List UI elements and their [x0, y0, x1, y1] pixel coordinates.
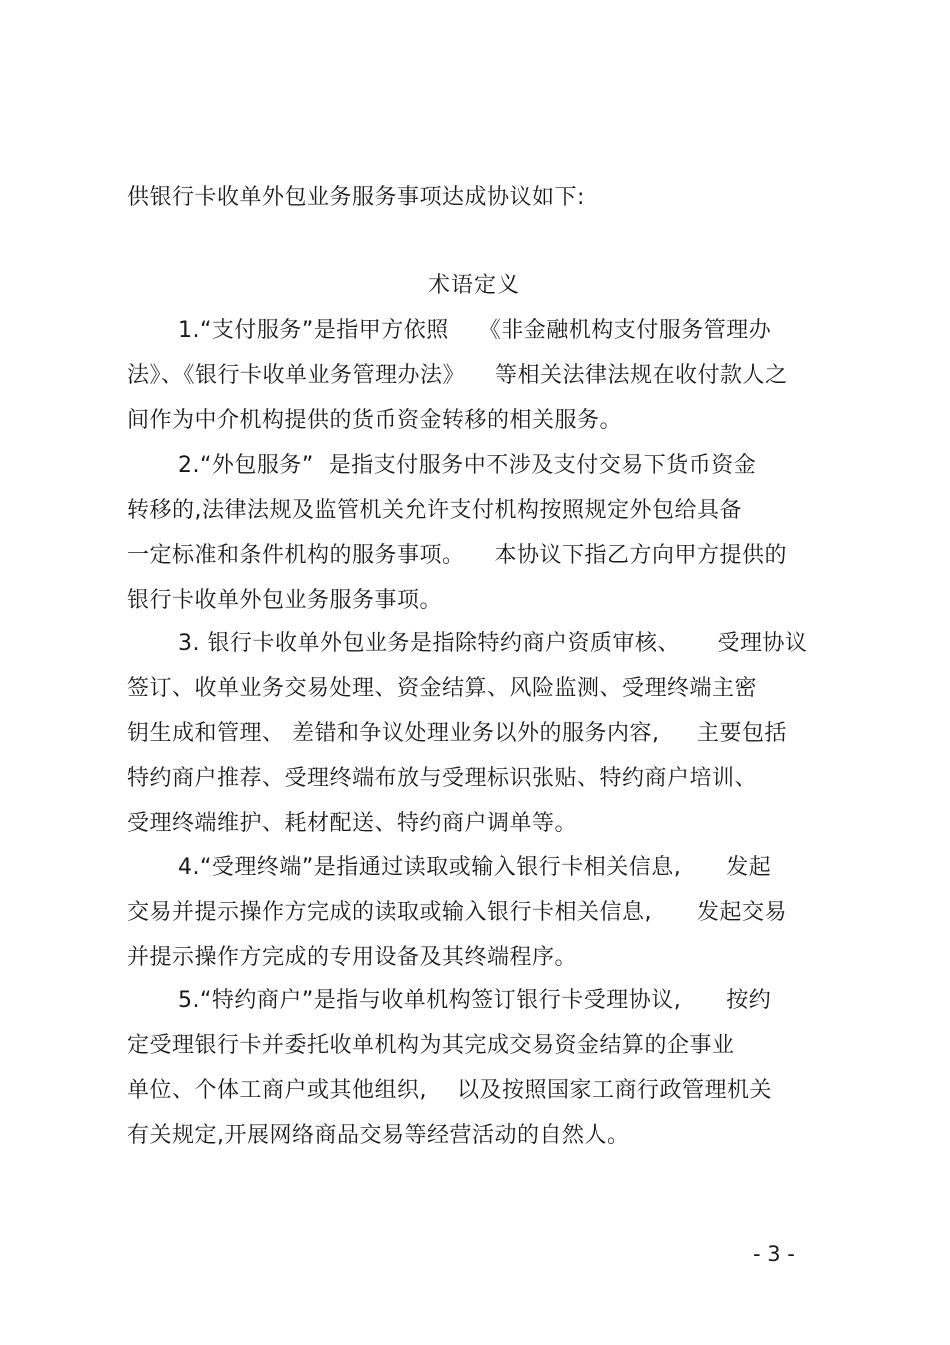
paragraph-2-line-1: 2.“外包服务” 是指支付服务中不涉及支付交易下货币资金	[178, 453, 757, 478]
page-number: - 3 -	[753, 1242, 795, 1266]
paragraph-3-line-1: 3. 银行卡收单外包业务是指除特约商户资质审核、 受理协议	[178, 631, 808, 656]
section-title: 术语定义	[428, 273, 521, 298]
paragraph-1-line-3: 间作为中介机构提供的货币资金转移的相关服务。	[127, 408, 623, 433]
paragraph-4-line-2: 交易并提示操作方完成的读取或输入银行卡相关信息, 发起交易	[127, 900, 787, 925]
paragraph-5-line-3: 单位、个体工商户或其他组织, 以及按照国家工商行政管理机关	[127, 1078, 772, 1103]
intro-line: 供银行卡收单外包业务服务事项达成协议如下:	[127, 185, 585, 210]
paragraph-3-line-4: 特约商户推荐、受理终端布放与受理标识张贴、特约商户培训、	[127, 766, 758, 791]
paragraph-3-line-3: 钥生成和管理、 差错和争议处理业务以外的服务内容, 主要包括	[127, 721, 787, 746]
paragraph-5-line-4: 有关规定,开展网络商品交易等经营活动的自然人。	[127, 1123, 630, 1148]
paragraph-5-line-2: 定受理银行卡并委托收单机构为其完成交易资金结算的企事业	[127, 1033, 735, 1058]
paragraph-2-line-4: 银行卡收单外包业务服务事项。	[127, 588, 443, 613]
paragraph-5-line-1: 5.“特约商户”是指与收单机构签订银行卡受理协议, 按约	[178, 988, 772, 1013]
paragraph-3-line-2: 签订、收单业务交易处理、资金结算、风险监测、受理终端主密	[127, 676, 758, 701]
paragraph-4-line-1: 4.“受理终端”是指通过读取或输入银行卡相关信息, 发起	[178, 855, 772, 880]
paragraph-4-line-3: 并提示操作方完成的专用设备及其终端程序。	[127, 945, 578, 970]
paragraph-2-line-3: 一定标准和条件机构的服务事项。 本协议下指乙方向甲方提供的	[127, 543, 787, 568]
paragraph-3-line-5: 受理终端维护、耗材配送、特约商户调单等。	[127, 811, 578, 836]
paragraph-1-line-2: 法》、《银行卡收单业务管理办法》 等相关法律法规在收付款人之	[127, 363, 788, 388]
paragraph-1-line-1: 1.“支付服务”是指甲方依照 《非金融机构支付服务管理办	[178, 318, 772, 343]
paragraph-2-line-2: 转移的,法律法规及监管机关允许支付机构按照规定外包给具备	[127, 498, 742, 523]
